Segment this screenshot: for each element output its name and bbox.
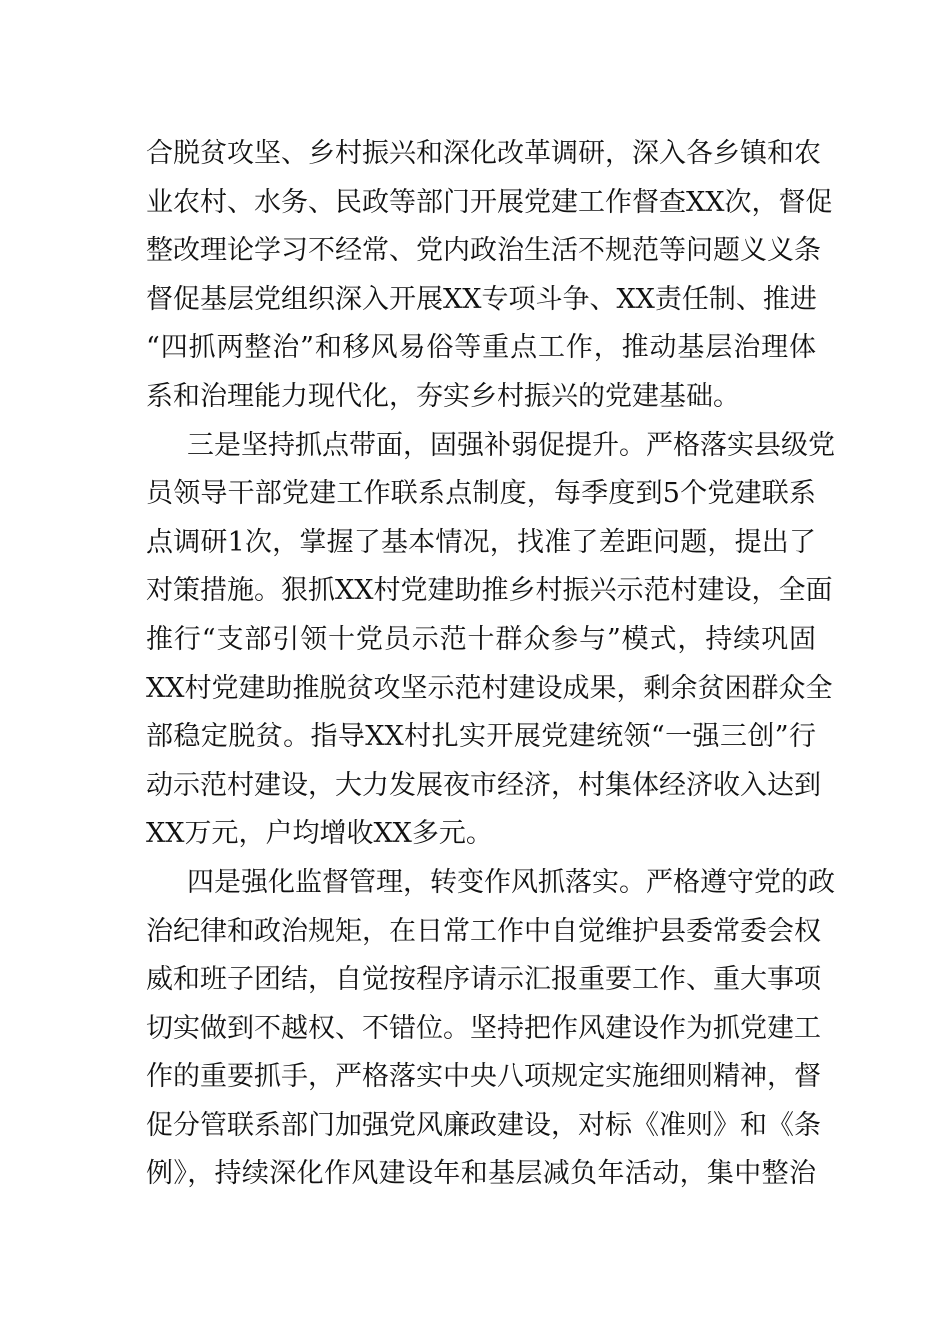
text-line: 动示范村建设，大力发展夜市经济，村集体经济收入达到: [146, 769, 821, 801]
text-line: 整改理论学习不经常、党内政治生活不规范等问题义义条: [146, 235, 821, 267]
text-line: 促分管联系部门加强党风廉政建设，对标《准则》和《条: [146, 1109, 821, 1141]
text-line: “四抓两整治”和移风易俗等重点工作，推动基层治理体: [146, 332, 816, 364]
text-line: 作的重要抓手，严格落实中央八项规定实施细则精神，督: [146, 1061, 821, 1093]
text-line: 员领导干部党建工作联系点制度，每季度到5个党建联系: [146, 478, 816, 510]
text-line: 系和治理能力现代化，夯实乡村振兴的党建基础。: [146, 380, 740, 412]
text-line: 督促基层党组织深入开展XX专项斗争、XX责任制、推进: [146, 283, 817, 315]
text-line: 威和班子团结，自觉按程序请示汇报重要工作、重大事项: [146, 964, 821, 996]
text-line: XX万元，户均增收XX多元。: [146, 818, 493, 850]
text-line: 对策措施。狠抓XX村党建助推乡村振兴示范村建设，全面: [146, 575, 833, 607]
text-line: 切实做到不越权、不错位。坚持把作风建设作为抓党建工: [146, 1012, 821, 1044]
text-line: 部稳定脱贫。指导XX村扎实开展党建统领“一强三创”行: [146, 721, 816, 753]
text-line: 推行“支部引领十党员示范十群众参与”模式，持续巩固: [146, 623, 816, 655]
text-line: 治纪律和政治规矩，在日常工作中自觉维护县委常委会权: [146, 915, 821, 947]
text-line: 例》，持续深化作风建设年和基层减负年活动，集中整治: [146, 1158, 816, 1190]
text-line: XX村党建助推脱贫攻坚示范村建设成果，剩余贫困群众全: [146, 672, 833, 704]
document-body: [146, 130, 835, 1199]
text-line: 业农村、水务、民政等部门开展党建工作督查XX次，督促: [146, 186, 833, 218]
paragraph-start-line: 四是强化监督管理，转变作风抓落实。严格遵守党的政: [187, 866, 835, 898]
paragraph-start-line: 三是坚持抓点带面，固强补弱促提升。严格落实县级党: [187, 429, 835, 461]
text-line: 合脱贫攻坚、乡村振兴和深化改革调研，深入各乡镇和农: [146, 138, 821, 169]
text-line: 点调研1次，掌握了基本情况，找准了差距问题，提出了: [146, 526, 816, 558]
